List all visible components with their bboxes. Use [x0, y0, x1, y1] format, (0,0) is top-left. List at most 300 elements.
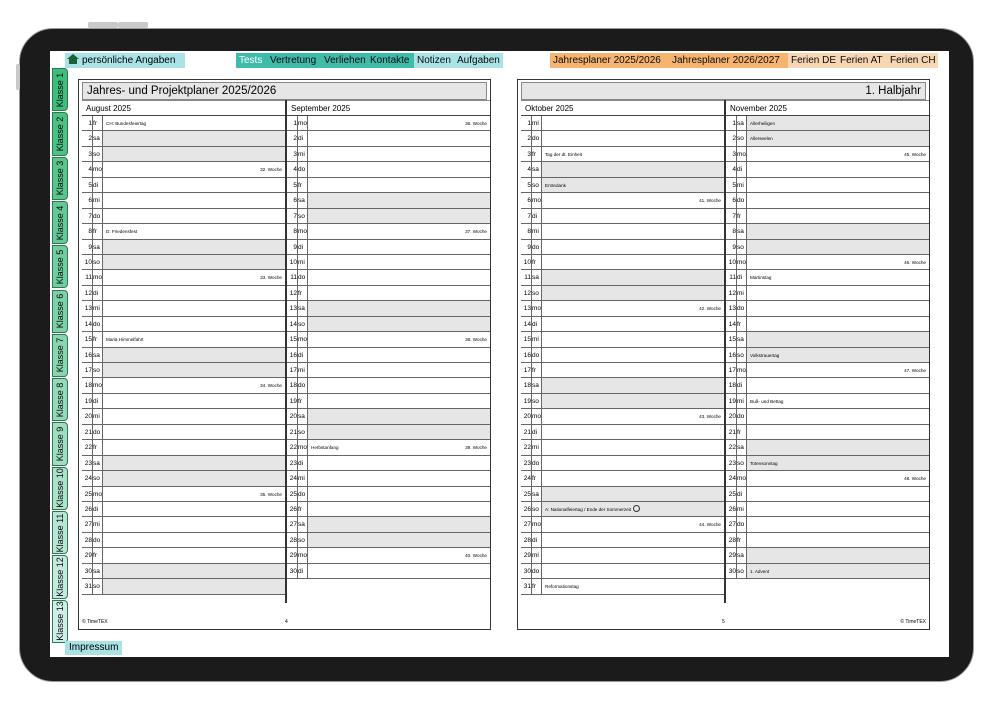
day-notes-cell[interactable]: [308, 255, 490, 269]
day-row[interactable]: [521, 255, 724, 270]
day-notes-cell[interactable]: [308, 564, 490, 578]
day-row[interactable]: [82, 270, 285, 285]
weekday-label: di: [298, 567, 304, 575]
day-row[interactable]: [287, 502, 490, 517]
day-row[interactable]: [726, 270, 929, 285]
day-notes-cell[interactable]: [103, 209, 285, 223]
sidebar-item-klasse-12[interactable]: [52, 555, 68, 598]
day-row[interactable]: [726, 348, 929, 363]
day-notes-cell[interactable]: [308, 378, 490, 392]
day-row[interactable]: [82, 425, 285, 440]
day-row[interactable]: [521, 224, 724, 239]
day-notes-cell[interactable]: [542, 193, 724, 207]
day-row[interactable]: [521, 348, 724, 363]
day-row[interactable]: [287, 348, 490, 363]
day-notes-cell[interactable]: [542, 209, 724, 223]
day-row[interactable]: [726, 548, 929, 563]
tab-vertretung[interactable]: [267, 53, 321, 68]
row-divider: [746, 286, 747, 300]
day-number: 13: [84, 305, 92, 313]
weekday-label: fr: [298, 289, 302, 297]
day-row[interactable]: [726, 301, 929, 316]
day-notes-cell[interactable]: [542, 471, 724, 485]
day-row[interactable]: [726, 440, 929, 455]
day-row[interactable]: [287, 517, 490, 532]
day-row[interactable]: [521, 487, 724, 502]
row-divider: [746, 178, 747, 192]
day-notes-cell[interactable]: [103, 255, 285, 269]
day-row[interactable]: [82, 332, 285, 347]
day-notes-cell[interactable]: [308, 209, 490, 223]
day-row[interactable]: [287, 193, 490, 208]
day-row[interactable]: [82, 255, 285, 270]
sidebar-item-klasse-13[interactable]: [52, 600, 68, 643]
day-row[interactable]: [521, 394, 724, 409]
row-divider: [746, 517, 747, 531]
day-row[interactable]: [82, 548, 285, 563]
day-number: 24: [84, 475, 92, 483]
impressum-tab[interactable]: Impressum: [65, 641, 122, 655]
day-row[interactable]: [287, 548, 490, 563]
row-divider: [102, 517, 103, 531]
sidebar-item-label: Klasse 5: [55, 249, 65, 285]
day-notes-cell[interactable]: [308, 471, 490, 485]
sidebar-item-klasse-10[interactable]: [52, 467, 68, 510]
day-notes-cell[interactable]: [103, 131, 285, 145]
day-row[interactable]: [726, 178, 929, 193]
day-notes-cell[interactable]: [103, 425, 285, 439]
day-notes-cell[interactable]: [542, 224, 724, 238]
day-notes-cell[interactable]: [747, 162, 929, 176]
day-number: 27: [84, 521, 92, 529]
day-notes-cell[interactable]: [747, 224, 929, 238]
day-row[interactable]: [82, 147, 285, 162]
day-notes-cell[interactable]: [747, 533, 929, 547]
day-notes-cell[interactable]: [308, 502, 490, 516]
day-row[interactable]: [726, 471, 929, 486]
day-row[interactable]: [287, 178, 490, 193]
day-notes-cell[interactable]: [308, 517, 490, 531]
day-row[interactable]: [287, 286, 490, 301]
sidebar-item-klasse-8[interactable]: [52, 378, 68, 421]
day-row[interactable]: [287, 332, 490, 347]
day-notes-cell[interactable]: [308, 409, 490, 423]
sidebar-item-klasse-2[interactable]: [52, 112, 68, 155]
day-notes-cell[interactable]: [542, 332, 724, 346]
day-row[interactable]: [287, 564, 490, 579]
day-row[interactable]: [82, 471, 285, 486]
day-row[interactable]: [82, 178, 285, 193]
day-notes-cell[interactable]: [542, 363, 724, 377]
day-notes-cell[interactable]: [103, 301, 285, 315]
day-notes-cell[interactable]: [747, 131, 929, 145]
day-row[interactable]: [726, 286, 929, 301]
day-row[interactable]: [521, 517, 724, 532]
day-row[interactable]: [82, 348, 285, 363]
day-row[interactable]: [521, 240, 724, 255]
day-notes-cell[interactable]: [103, 193, 285, 207]
day-row[interactable]: [726, 517, 929, 532]
day-row[interactable]: [521, 456, 724, 471]
day-row[interactable]: [521, 378, 724, 393]
day-row[interactable]: [521, 533, 724, 548]
day-number: 19: [289, 397, 297, 405]
tab-verliehen[interactable]: [321, 53, 367, 68]
day-row[interactable]: [287, 425, 490, 440]
day-notes-cell[interactable]: [103, 533, 285, 547]
tab-ferien-de[interactable]: [788, 53, 837, 68]
day-notes-cell[interactable]: [103, 240, 285, 254]
weekday-label: so: [737, 567, 744, 575]
day-row[interactable]: [521, 564, 724, 579]
day-notes-cell[interactable]: [747, 255, 929, 269]
day-row[interactable]: [82, 240, 285, 255]
day-notes-cell[interactable]: [542, 425, 724, 439]
tab-kontakte[interactable]: [367, 53, 414, 68]
day-row[interactable]: [521, 301, 724, 316]
day-row[interactable]: [82, 224, 285, 239]
tab-persoenliche-angaben[interactable]: [65, 53, 185, 68]
day-row[interactable]: [82, 487, 285, 502]
holiday-text: Buß- und Bettag: [750, 398, 784, 404]
day-row[interactable]: [287, 456, 490, 471]
day-notes-cell[interactable]: [308, 533, 490, 547]
day-notes-cell[interactable]: [747, 378, 929, 392]
row-divider: [307, 147, 308, 161]
day-row[interactable]: [521, 363, 724, 378]
day-notes-cell[interactable]: [747, 487, 929, 501]
day-notes-cell[interactable]: [103, 456, 285, 470]
day-row[interactable]: [726, 409, 929, 424]
day-row[interactable]: [726, 378, 929, 393]
day-row[interactable]: [726, 193, 929, 208]
day-row[interactable]: [726, 394, 929, 409]
day-row[interactable]: [82, 301, 285, 316]
row-divider: [746, 471, 747, 485]
day-notes-cell[interactable]: [308, 456, 490, 470]
day-row[interactable]: [287, 270, 490, 285]
day-row[interactable]: [82, 116, 285, 131]
row-divider: [746, 116, 747, 130]
weekday-label: mi: [298, 150, 305, 158]
weekday-label: so: [737, 243, 744, 251]
weekday-label: mo: [93, 490, 103, 498]
sidebar-item-klasse-7[interactable]: [52, 334, 68, 377]
day-row[interactable]: [82, 209, 285, 224]
day-notes-cell[interactable]: [103, 548, 285, 562]
day-number: 8: [732, 228, 736, 236]
day-row[interactable]: [726, 255, 929, 270]
day-notes-cell[interactable]: [542, 348, 724, 362]
day-notes-cell[interactable]: [542, 178, 724, 192]
day-row[interactable]: [726, 209, 929, 224]
day-notes-cell[interactable]: [308, 162, 490, 176]
day-row[interactable]: [82, 517, 285, 532]
day-notes-cell[interactable]: [308, 363, 490, 377]
day-row[interactable]: [287, 162, 490, 177]
day-notes-cell[interactable]: [103, 394, 285, 408]
day-row[interactable]: [726, 502, 929, 517]
day-row[interactable]: [521, 471, 724, 486]
day-row[interactable]: [726, 317, 929, 332]
day-notes-cell[interactable]: [747, 147, 929, 161]
sidebar-item-klasse-9[interactable]: [52, 422, 68, 465]
day-row[interactable]: [287, 209, 490, 224]
day-row[interactable]: [726, 533, 929, 548]
day-notes-cell[interactable]: [103, 317, 285, 331]
day-row[interactable]: [82, 502, 285, 517]
day-notes-cell[interactable]: [103, 517, 285, 531]
day-notes-cell[interactable]: [308, 425, 490, 439]
day-row[interactable]: [521, 317, 724, 332]
weekday-label: so: [93, 150, 100, 158]
day-row[interactable]: [521, 409, 724, 424]
day-notes-cell[interactable]: [308, 332, 490, 346]
sidebar-item-klasse-3[interactable]: [52, 157, 68, 200]
sidebar-item-klasse-11[interactable]: [52, 511, 68, 554]
day-notes-cell[interactable]: [308, 487, 490, 501]
day-row[interactable]: [726, 425, 929, 440]
day-notes-cell[interactable]: [542, 487, 724, 501]
day-notes-cell[interactable]: [747, 193, 929, 207]
day-row[interactable]: [287, 147, 490, 162]
day-row[interactable]: [287, 131, 490, 146]
day-row[interactable]: [726, 147, 929, 162]
day-notes-cell[interactable]: [308, 147, 490, 161]
day-notes-cell[interactable]: [103, 471, 285, 485]
day-row[interactable]: [521, 502, 724, 517]
tab-jahresplaner-2025-2026[interactable]: [550, 53, 669, 68]
row-divider: [102, 255, 103, 269]
day-notes-cell[interactable]: [747, 286, 929, 300]
day-notes-cell[interactable]: [747, 440, 929, 454]
day-row[interactable]: [521, 270, 724, 285]
day-row[interactable]: [521, 116, 724, 131]
day-notes-cell[interactable]: [103, 147, 285, 161]
day-row[interactable]: [82, 394, 285, 409]
day-row[interactable]: [82, 409, 285, 424]
row-divider: [307, 440, 308, 454]
day-notes-cell[interactable]: [103, 378, 285, 392]
day-row[interactable]: [521, 286, 724, 301]
day-notes-cell[interactable]: [103, 440, 285, 454]
day-notes-cell[interactable]: [103, 363, 285, 377]
day-notes-cell[interactable]: [308, 317, 490, 331]
day-notes-cell[interactable]: [103, 579, 285, 593]
day-row[interactable]: [726, 564, 929, 579]
sidebar-item-klasse-5[interactable]: [52, 245, 68, 288]
holiday-text: Allerseelen: [750, 136, 773, 142]
day-notes-cell[interactable]: [103, 487, 285, 501]
day-notes-cell[interactable]: [747, 209, 929, 223]
day-row[interactable]: [287, 240, 490, 255]
day-notes-cell[interactable]: [542, 564, 724, 578]
day-row[interactable]: [726, 131, 929, 146]
day-notes-cell[interactable]: [747, 425, 929, 439]
day-row[interactable]: [726, 224, 929, 239]
tab-tests[interactable]: [236, 53, 267, 68]
day-notes-cell[interactable]: [747, 332, 929, 346]
day-notes-cell[interactable]: [103, 409, 285, 423]
day-row[interactable]: [521, 131, 724, 146]
day-notes-cell[interactable]: [308, 301, 490, 315]
day-notes-cell[interactable]: [747, 564, 929, 578]
day-notes-cell[interactable]: [747, 270, 929, 284]
day-notes-cell[interactable]: [542, 301, 724, 315]
day-row[interactable]: [726, 487, 929, 502]
day-notes-cell[interactable]: [542, 255, 724, 269]
row-divider: [746, 487, 747, 501]
day-notes-cell[interactable]: [747, 548, 929, 562]
day-row[interactable]: [82, 131, 285, 146]
day-notes-cell[interactable]: [308, 286, 490, 300]
day-notes-cell[interactable]: [747, 301, 929, 315]
day-row[interactable]: [521, 440, 724, 455]
row-divider: [541, 270, 542, 284]
row-divider: [102, 440, 103, 454]
day-row[interactable]: [82, 162, 285, 177]
day-notes-cell[interactable]: [308, 116, 490, 130]
day-row[interactable]: [726, 162, 929, 177]
day-row[interactable]: [521, 209, 724, 224]
day-notes-cell[interactable]: [747, 409, 929, 423]
row-divider: [541, 564, 542, 578]
day-row[interactable]: [726, 116, 929, 131]
day-number: 30: [289, 567, 297, 575]
day-notes-cell[interactable]: [103, 286, 285, 300]
day-notes-cell[interactable]: [542, 548, 724, 562]
day-row[interactable]: [287, 224, 490, 239]
day-notes-cell[interactable]: [542, 533, 724, 547]
day-notes-cell[interactable]: [542, 394, 724, 408]
day-notes-cell[interactable]: [747, 317, 929, 331]
day-number: 26: [728, 505, 736, 513]
day-row[interactable]: [287, 487, 490, 502]
day-number: 10: [84, 258, 92, 266]
day-row[interactable]: [82, 440, 285, 455]
sidebar-item-klasse-1[interactable]: [52, 68, 68, 111]
row-divider: [102, 533, 103, 547]
day-notes-cell[interactable]: [542, 317, 724, 331]
day-notes-cell[interactable]: [542, 517, 724, 531]
day-row[interactable]: [82, 193, 285, 208]
day-notes-cell[interactable]: [308, 131, 490, 145]
day-row[interactable]: [287, 409, 490, 424]
weekday-label: fr: [93, 444, 97, 452]
day-notes-cell[interactable]: [103, 502, 285, 516]
row-divider: [102, 471, 103, 485]
day-row[interactable]: [287, 440, 490, 455]
day-notes-cell[interactable]: [308, 224, 490, 238]
day-notes-cell[interactable]: [308, 394, 490, 408]
day-notes-cell[interactable]: [542, 378, 724, 392]
day-row[interactable]: [287, 301, 490, 316]
day-notes-cell[interactable]: [308, 178, 490, 192]
day-row[interactable]: [82, 533, 285, 548]
tab-ferien-ch[interactable]: [887, 53, 938, 68]
day-notes-cell[interactable]: [103, 178, 285, 192]
holiday-label: [545, 579, 579, 594]
day-row[interactable]: [521, 332, 724, 347]
day-notes-cell[interactable]: [542, 440, 724, 454]
tab-label: Verliehen: [324, 55, 366, 66]
day-row[interactable]: [726, 363, 929, 378]
day-notes-cell[interactable]: [542, 409, 724, 423]
day-row[interactable]: [82, 579, 285, 594]
day-row[interactable]: [521, 162, 724, 177]
day-row[interactable]: [726, 332, 929, 347]
day-notes-cell[interactable]: [103, 270, 285, 284]
day-row[interactable]: [82, 363, 285, 378]
power-button: [16, 64, 20, 90]
day-notes-cell[interactable]: [542, 116, 724, 130]
day-row[interactable]: [287, 255, 490, 270]
day-row[interactable]: [287, 116, 490, 131]
sidebar-item-klasse-4[interactable]: [52, 201, 68, 244]
day-notes-cell[interactable]: [103, 348, 285, 362]
day-row[interactable]: [287, 363, 490, 378]
week-number: 41. Woche: [699, 198, 721, 204]
day-notes-cell[interactable]: [542, 162, 724, 176]
day-row[interactable]: [521, 548, 724, 563]
day-notes-cell[interactable]: [308, 193, 490, 207]
day-notes-cell[interactable]: [542, 240, 724, 254]
day-row[interactable]: [726, 240, 929, 255]
day-notes-cell[interactable]: [542, 131, 724, 145]
tab-notizen[interactable]: [414, 53, 454, 68]
day-row[interactable]: [521, 193, 724, 208]
day-notes-cell[interactable]: [542, 286, 724, 300]
weekday-label: di: [298, 243, 304, 251]
day-notes-cell[interactable]: [747, 363, 929, 377]
day-row[interactable]: [82, 378, 285, 393]
day-notes-cell[interactable]: [103, 564, 285, 578]
day-row[interactable]: [287, 378, 490, 393]
day-row[interactable]: [287, 394, 490, 409]
day-notes-cell[interactable]: [542, 456, 724, 470]
day-notes-cell[interactable]: [103, 162, 285, 176]
day-notes-cell[interactable]: [747, 178, 929, 192]
day-notes-cell[interactable]: [308, 270, 490, 284]
day-row[interactable]: [521, 425, 724, 440]
day-row[interactable]: [521, 579, 724, 594]
day-notes-cell[interactable]: [747, 502, 929, 516]
tab-ferien-at[interactable]: [837, 53, 887, 68]
day-row[interactable]: [82, 564, 285, 579]
day-notes-cell[interactable]: [308, 240, 490, 254]
tab-jahresplaner-2026-2027[interactable]: [669, 53, 788, 68]
day-row[interactable]: [82, 286, 285, 301]
day-notes-cell[interactable]: [542, 270, 724, 284]
sidebar-item-klasse-6[interactable]: [52, 290, 68, 333]
day-notes-cell[interactable]: [308, 348, 490, 362]
day-number: 6: [293, 197, 297, 205]
tab-aufgaben[interactable]: [454, 53, 503, 68]
day-notes-cell[interactable]: [747, 517, 929, 531]
day-row[interactable]: [287, 317, 490, 332]
day-notes-cell[interactable]: [747, 240, 929, 254]
day-row[interactable]: [287, 471, 490, 486]
day-notes-cell[interactable]: [308, 548, 490, 562]
day-row[interactable]: [82, 317, 285, 332]
day-row[interactable]: [287, 533, 490, 548]
day-row[interactable]: [521, 178, 724, 193]
day-number: 4: [732, 166, 736, 174]
day-row[interactable]: [82, 456, 285, 471]
day-notes-cell[interactable]: [747, 471, 929, 485]
day-row[interactable]: [726, 456, 929, 471]
day-row[interactable]: [521, 147, 724, 162]
